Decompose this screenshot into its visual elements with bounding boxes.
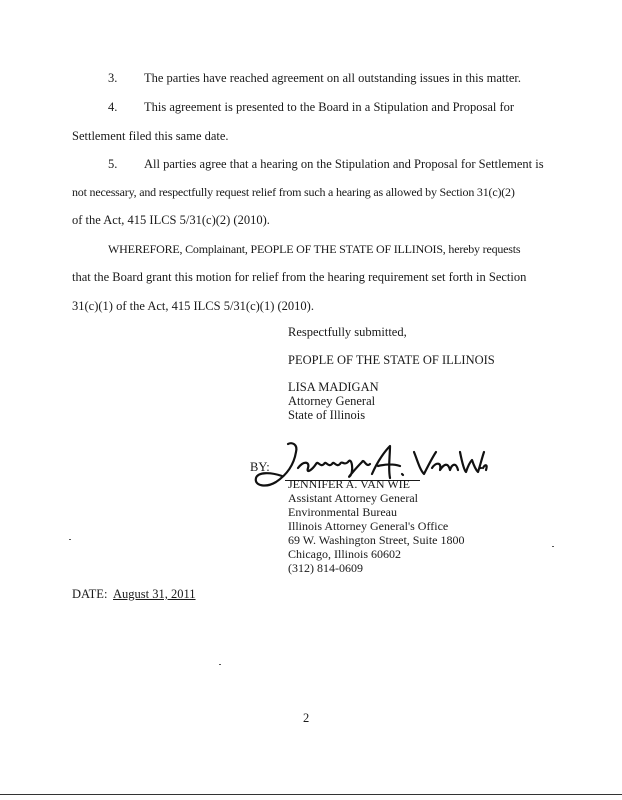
paragraph-5-number: 5. xyxy=(108,157,118,171)
paragraph-3-line-1: The parties have reached agreement on all outstanding issues in this matter. xyxy=(144,71,521,85)
page-number: 2 xyxy=(303,711,310,725)
signer-title: Assistant Attorney General xyxy=(288,491,418,505)
attorney-general-name: LISA MADIGAN xyxy=(288,380,379,394)
paragraph-4-line-1: This agreement is presented to the Board in a Stipulation and Proposal for xyxy=(144,100,515,114)
page-bottom-edge xyxy=(0,794,622,795)
paragraph-5-line-2: not necessary, and respectfully request relief from such a hearing as allowed by Section 31(c)(2) xyxy=(72,185,515,199)
date-value: August 31, 2011 xyxy=(113,587,196,601)
by-label: BY: xyxy=(250,460,270,474)
scan-speck xyxy=(69,539,71,540)
paragraph-4-line-2: Settlement filed this same date. xyxy=(72,129,229,143)
attorney-general-state: State of Illinois xyxy=(288,408,366,422)
date-label: DATE: xyxy=(72,587,108,601)
signer-name: JENNIFER A. VAN WIE xyxy=(288,477,411,491)
wherefore-line-3: 31(c)(1) of the Act, 415 ILCS 5/31(c)(1) (2010). xyxy=(72,299,314,313)
paragraph-5-line-1: All parties agree that a hearing on the Stipulation and Proposal for Settlement is xyxy=(144,157,544,171)
wherefore-line-2: that the Board grant this motion for relief from the hearing requirement set forth in Section xyxy=(72,270,527,284)
scan-speck xyxy=(552,546,554,547)
signer-office: Illinois Attorney General's Office xyxy=(288,519,449,533)
paragraph-3-number: 3. xyxy=(108,71,118,85)
signer-city: Chicago, Illinois 60602 xyxy=(288,547,401,561)
signer-phone: (312) 814-0609 xyxy=(288,561,363,575)
scan-speck xyxy=(219,664,221,665)
paragraph-5-line-3: of the Act, 415 ILCS 5/31(c)(2) (2010). xyxy=(72,213,270,227)
signer-street: 69 W. Washington Street, Suite 1800 xyxy=(288,533,465,547)
signer-bureau: Environmental Bureau xyxy=(288,505,397,519)
wherefore-line-1: WHEREFORE, Complainant, PEOPLE OF THE STATE OF ILLINOIS, hereby requests xyxy=(108,242,521,256)
attorney-general-title: Attorney General xyxy=(288,394,376,408)
party-name: PEOPLE OF THE STATE OF ILLINOIS xyxy=(288,353,495,367)
paragraph-4-number: 4. xyxy=(108,100,118,114)
respectfully-submitted: Respectfully submitted, xyxy=(288,325,407,339)
